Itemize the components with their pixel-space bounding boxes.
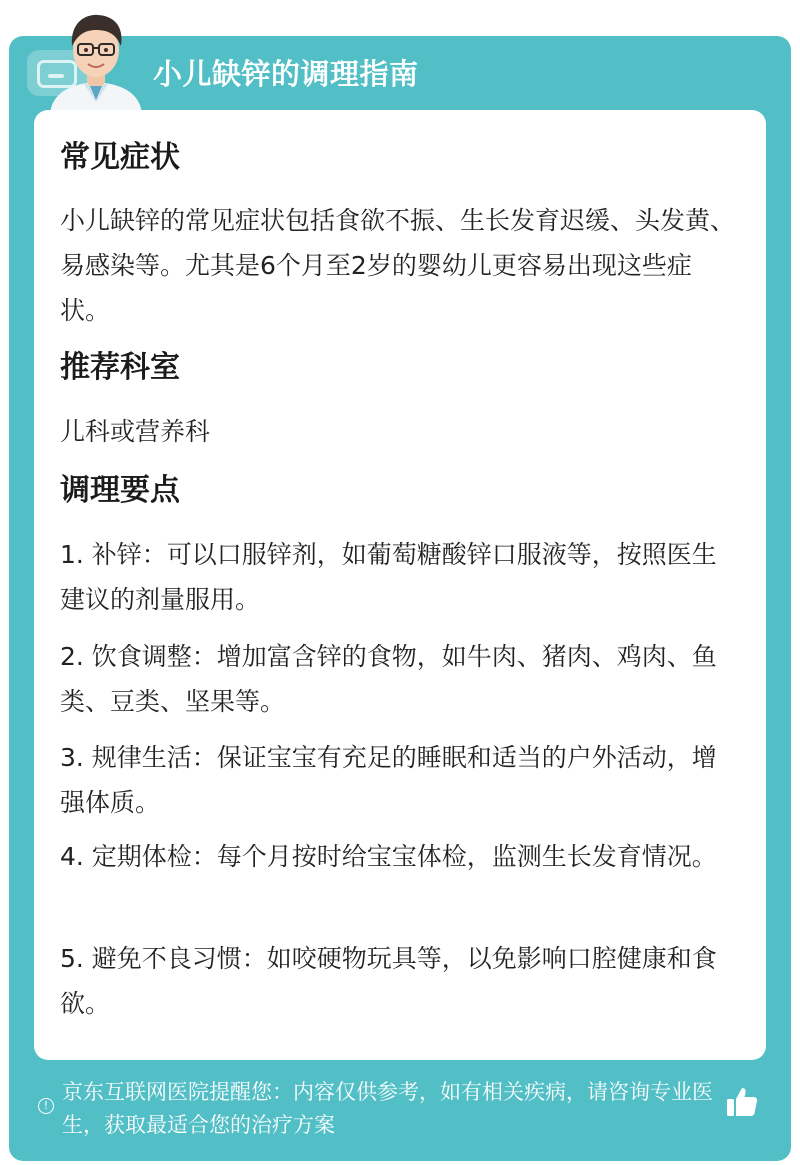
care-point-4: 4. 定期体检：每个月按时给宝宝体检，监测生长发育情况。 [60, 842, 717, 871]
disclaimer-text: 京东互联网医院提醒您：内容仅供参考，如有相关疾病，请咨询专业医生，获取最适合您的治疗方案 [62, 1080, 713, 1137]
care-point-5: 5. 避免不良习惯：如咬硬物玩具等，以免影响口腔健康和食欲。 [60, 944, 717, 1018]
care-point-2: 2. 饮食调整：增加富含锌的食物，如牛肉、猪肉、鸡肉、鱼类、豆类、坚果等。 [60, 642, 717, 716]
section-text-department: 儿科或营养科 [60, 417, 211, 446]
thumbs-up-icon[interactable] [724, 1084, 760, 1120]
info-icon: ! [38, 1098, 54, 1114]
care-point-3: 3. 规律生活：保证宝宝有充足的睡眠和适当的户外活动，增强体质。 [60, 743, 717, 817]
section-heading-department: 推荐科室 [60, 350, 180, 385]
content-card [34, 110, 766, 1060]
section-heading-symptoms: 常见症状 [60, 140, 180, 175]
doctor-avatar [46, 6, 146, 114]
care-point-1: 1. 补锌：可以口服锌剂，如葡萄糖酸锌口服液等，按照医生建议的剂量服用。 [60, 540, 717, 614]
section-heading-care-points: 调理要点 [60, 473, 180, 508]
page-title: 小儿缺锌的调理指南 [153, 57, 419, 91]
section-text-symptoms: 小儿缺锌的常见症状包括食欲不振、生长发育迟缓、头发黄、易感染等。尤其是6个月至2岁的婴幼儿更容易出现这些症状。 [60, 206, 736, 325]
